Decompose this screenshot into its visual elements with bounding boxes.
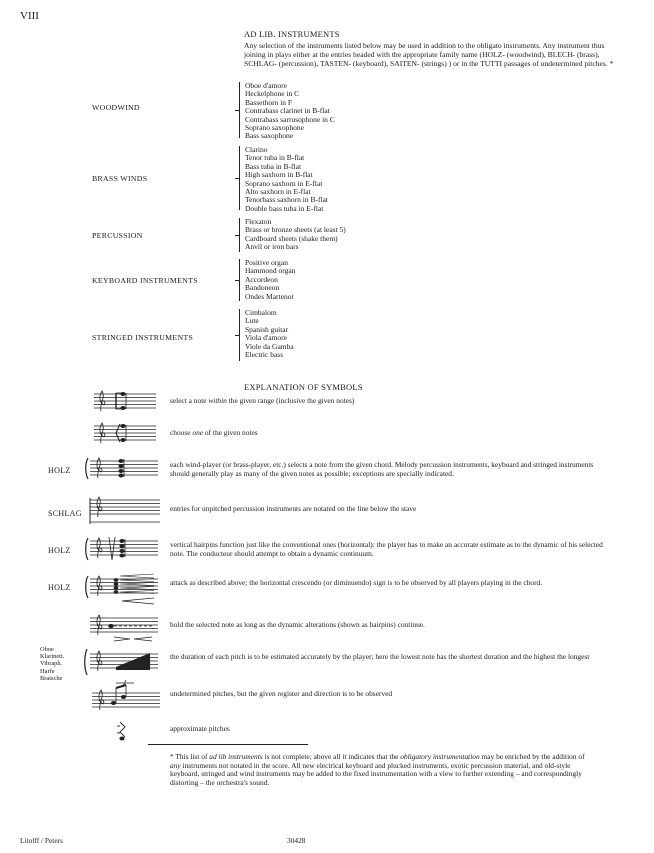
brace bbox=[239, 82, 240, 138]
instrument-label: HOLZ bbox=[48, 583, 71, 592]
brace bbox=[239, 146, 240, 210]
hold-note-notation-icon bbox=[86, 612, 162, 644]
list-item: Bass saxophone bbox=[245, 131, 294, 141]
list-item: Heckelphone in C bbox=[245, 89, 300, 99]
undetermined-pitch-notation-icon bbox=[88, 679, 164, 715]
list-item: Soprano saxophone bbox=[245, 123, 304, 133]
group-name: BRASS WINDS bbox=[92, 174, 148, 183]
symbol-desc: select a note within the given range (inclusive the given notes) bbox=[170, 396, 355, 405]
duration-wedge-notation-icon bbox=[82, 646, 162, 678]
list-item: Tenor tuba in B-flat bbox=[245, 153, 305, 163]
list-item: Viola d'amore bbox=[245, 333, 287, 343]
symbol-desc: approximate pitches bbox=[170, 724, 230, 733]
adlib-title: AD LIB. INSTRUMENTS bbox=[244, 29, 340, 39]
list-item: High saxhorn in B-flat bbox=[245, 170, 313, 180]
list-item: Bandoneon bbox=[245, 283, 280, 293]
list-item: Electric bass bbox=[245, 350, 284, 360]
list-item: Oboe bbox=[40, 646, 54, 653]
symbol-desc: each wind-player (or brass-player, etc.) selects a note from the given chord. Melody percussion instruments, keyboard and stringed instruments should generally play as many of the given notes as possible; exceptions are specially indicated. bbox=[170, 460, 594, 478]
instrument-label: SCHLAG bbox=[48, 509, 82, 518]
list-item: Cimbalom bbox=[245, 308, 277, 317]
page-number: VIII bbox=[20, 10, 39, 22]
range-notation-icon bbox=[90, 388, 160, 414]
list-item: Bassethorn in F bbox=[245, 97, 293, 107]
group-list bbox=[245, 259, 295, 301]
group-list bbox=[245, 218, 346, 252]
list-item: Contrabass clarinet in B-flat bbox=[245, 106, 330, 116]
brace bbox=[239, 259, 240, 301]
group-name: KEYBOARD INSTRUMENTS bbox=[92, 276, 198, 285]
list-item: Soprano saxhorn in E-flat bbox=[245, 178, 323, 188]
choose-one-notation-icon bbox=[90, 420, 160, 446]
footnote-rule bbox=[148, 744, 308, 745]
publisher: Litolff / Peters bbox=[20, 836, 63, 845]
chord-notation-icon bbox=[82, 455, 162, 483]
symbol-desc: undetermined pitches, but the given register and direction is to be observed bbox=[170, 689, 393, 698]
list-item: Brass or bronze sheets (at least 5) bbox=[245, 225, 346, 235]
footnote: * This list of ad lib instruments is not complete; above all it indicates that the obligatory instrumentation may be enriched by the addition of any instruments not notated in the score. All new electrical keyboard and plucked instruments, exotic percussion material, and old-style keyboard, stringed and wind instruments may be added to the fixed instrumentation with a view to further extending – and correspondingly distorting – the orchestra's sound. bbox=[170, 752, 585, 787]
list-item: Viole da Gamba bbox=[245, 341, 294, 351]
group-name: STRINGED INSTRUMENTS bbox=[92, 333, 194, 342]
symbol-desc: hold the selected note as long as the dynamic alterations (shown as hairpins) continue. bbox=[170, 620, 425, 629]
list-item: Positive organ bbox=[245, 258, 288, 267]
symbol-desc: the duration of each pitch is to be estimated accurately by the player; here the lowest note has the shortest duration and the highest the longest bbox=[170, 652, 590, 661]
list-item: Oboe d'amore bbox=[245, 81, 287, 90]
list-item: Klarinett. bbox=[40, 653, 65, 661]
list-item: Contrabass sarrusophone in C bbox=[245, 114, 335, 124]
vertical-hairpin-notation-icon bbox=[82, 533, 162, 565]
list-item: Bass tuba in B-flat bbox=[245, 161, 302, 171]
brace bbox=[239, 309, 240, 361]
symbol-desc: vertical hairpins function just like the conventional ones (horizontal): the player has to make an accurate estimate as to the dynamic of his selected note. The conducteur should attempt to obtain a dynamic continuum. bbox=[170, 540, 603, 558]
list-item: Vibraph. bbox=[40, 660, 63, 668]
list-item: Flexaton bbox=[245, 217, 272, 226]
group-name: PERCUSSION bbox=[92, 231, 143, 240]
list-item: Alto saxhorn in E-flat bbox=[245, 187, 311, 197]
group-list bbox=[245, 146, 328, 213]
list-item: Anvil or iron bars bbox=[245, 242, 299, 252]
symbols-title: EXPLANATION OF SYMBOLS bbox=[244, 382, 363, 392]
plate-number: 30428 bbox=[287, 836, 306, 845]
symbol-desc: choose one of the given notes bbox=[170, 428, 258, 437]
list-item: Hammond organ bbox=[245, 266, 296, 276]
instrument-stack bbox=[40, 646, 64, 682]
list-item: Accordeon bbox=[245, 274, 278, 284]
symbol-desc: attack as described above; the horizontal crescendo (or diminuendo) sign is to be observed by all players playing in the chord. bbox=[170, 578, 543, 587]
list-item: Lute bbox=[245, 316, 259, 326]
brace bbox=[239, 218, 240, 252]
list-item: Ondes Martenot bbox=[245, 291, 294, 301]
list-item: Spanish guitar bbox=[245, 324, 289, 334]
list-item: Harfe bbox=[40, 667, 55, 675]
group-list bbox=[245, 82, 335, 141]
instrument-label: HOLZ bbox=[48, 546, 71, 555]
list-item: Clarino bbox=[245, 145, 268, 154]
instrument-label: HOLZ bbox=[48, 466, 71, 475]
list-item: Double bass tuba in E-flat bbox=[245, 203, 324, 213]
approximate-pitch-icon bbox=[116, 720, 130, 742]
horizontal-hairpin-chord-icon bbox=[82, 570, 162, 608]
list-item: Cardboard sheets (shake them) bbox=[245, 233, 338, 243]
percussion-notation-icon bbox=[84, 494, 164, 528]
group-list bbox=[245, 309, 294, 359]
list-item: Tenorbass saxhorn in B-flat bbox=[245, 195, 328, 205]
adlib-intro: Any selection of the instruments listed below may be used in addition to the obligato instruments. Any instrument thus joining in plays either at the entries headed with the appropriate family name (HOLZ- (woodwind), BLECH- (brass), SCHLAG- (percussion), TASTEN- (keyboard), SAITEN- (strings) ) or in the TUTTI passages of undetermined pitches. * bbox=[244, 41, 614, 68]
list-item: Bratsche bbox=[40, 674, 63, 682]
symbol-desc: entries for unpitched percussion instruments are notated on the line below the stave bbox=[170, 504, 417, 513]
group-name: WOODWIND bbox=[92, 103, 140, 112]
